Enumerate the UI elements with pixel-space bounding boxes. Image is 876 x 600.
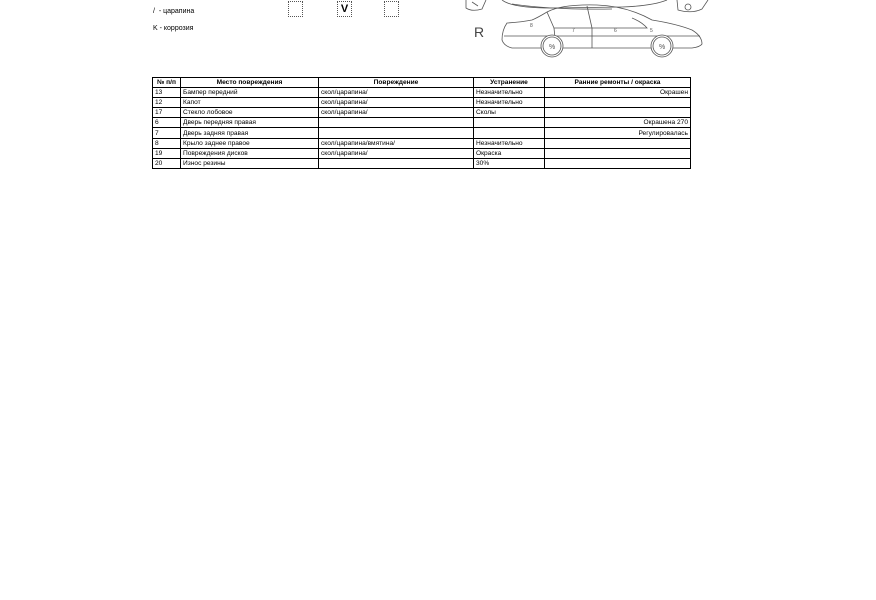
legend-label: - коррозия	[159, 25, 194, 32]
legend-label: - царапина	[158, 8, 195, 15]
cell-earlier: Окрашена 270	[545, 118, 691, 128]
cell-damage: скол/царапина/вмятина/	[319, 138, 474, 148]
table-row	[153, 88, 691, 98]
cell-number: 7	[153, 128, 181, 138]
cell-place: Дверь передняя правая	[181, 118, 319, 128]
part-number: 8	[530, 23, 533, 29]
part-number: 7	[572, 28, 575, 34]
table-row	[153, 128, 691, 138]
cell-fix	[474, 128, 545, 138]
cell-place: Повреждения дисков	[181, 148, 319, 158]
wheel-mark: %	[549, 44, 556, 51]
cell-earlier: Регулировалась	[545, 128, 691, 138]
cell-place: Дверь задняя правая	[181, 128, 319, 138]
col-header-damage: Повреждение	[319, 78, 474, 88]
cell-number: 6	[153, 118, 181, 128]
wheel-mark: %	[659, 44, 666, 51]
cell-fix: Незначительно	[474, 88, 545, 98]
cell-earlier: Окрашен	[545, 88, 691, 98]
cell-damage	[319, 158, 474, 168]
col-header-earlier-repairs: Ранние ремонты / окраска	[545, 78, 691, 88]
cell-damage: скол/царапина/	[319, 108, 474, 118]
cell-place: Бампер передний	[181, 88, 319, 98]
cell-number: 12	[153, 98, 181, 108]
cell-number: 8	[153, 138, 181, 148]
table-row	[153, 108, 691, 118]
table-row	[153, 138, 691, 148]
car-damage-diagram	[452, 0, 714, 62]
col-header-fix: Устранение	[474, 78, 545, 88]
cell-damage: скол/царапина/	[319, 148, 474, 158]
car-side-view-icon	[452, 0, 714, 62]
cell-earlier	[545, 158, 691, 168]
col-header-number: № п/п	[153, 78, 181, 88]
cell-number: 17	[153, 108, 181, 118]
cell-number: 19	[153, 148, 181, 158]
cell-earlier	[545, 98, 691, 108]
cell-place: Капот	[181, 98, 319, 108]
part-number: 5	[650, 28, 653, 34]
cell-fix: 30%	[474, 158, 545, 168]
condition-checkbox-2[interactable]: V	[337, 1, 352, 17]
table-row	[153, 148, 691, 158]
legend-symbol: /	[153, 8, 155, 15]
cell-earlier	[545, 148, 691, 158]
cell-damage	[319, 128, 474, 138]
legend-scratch	[153, 8, 194, 15]
legend-symbol: K	[153, 25, 158, 32]
table-row	[153, 118, 691, 128]
side-label: R	[474, 24, 485, 40]
cell-fix: Сколы	[474, 108, 545, 118]
cell-number: 13	[153, 88, 181, 98]
cell-damage	[319, 118, 474, 128]
cell-place: Крыло заднее правое	[181, 138, 319, 148]
cell-fix: Окраска	[474, 148, 545, 158]
cell-fix	[474, 118, 545, 128]
cell-fix: Незначительно	[474, 138, 545, 148]
cell-place: Износ резины	[181, 158, 319, 168]
col-header-place: Место повреждения	[181, 78, 319, 88]
condition-checkbox-3[interactable]	[384, 1, 399, 17]
cell-earlier	[545, 108, 691, 118]
cell-number: 20	[153, 158, 181, 168]
part-number: 6	[614, 28, 617, 34]
table-row	[153, 98, 691, 108]
cell-fix: Незначительно	[474, 98, 545, 108]
condition-checkbox-1[interactable]	[288, 1, 303, 17]
legend-corrosion	[153, 25, 193, 32]
damage-table	[152, 77, 691, 169]
table-header-row	[153, 78, 691, 88]
cell-earlier	[545, 138, 691, 148]
cell-damage: скол/царапина/	[319, 98, 474, 108]
table-row	[153, 158, 691, 168]
cell-place: Стекло лобовое	[181, 108, 319, 118]
cell-damage: скол/царапина/	[319, 88, 474, 98]
